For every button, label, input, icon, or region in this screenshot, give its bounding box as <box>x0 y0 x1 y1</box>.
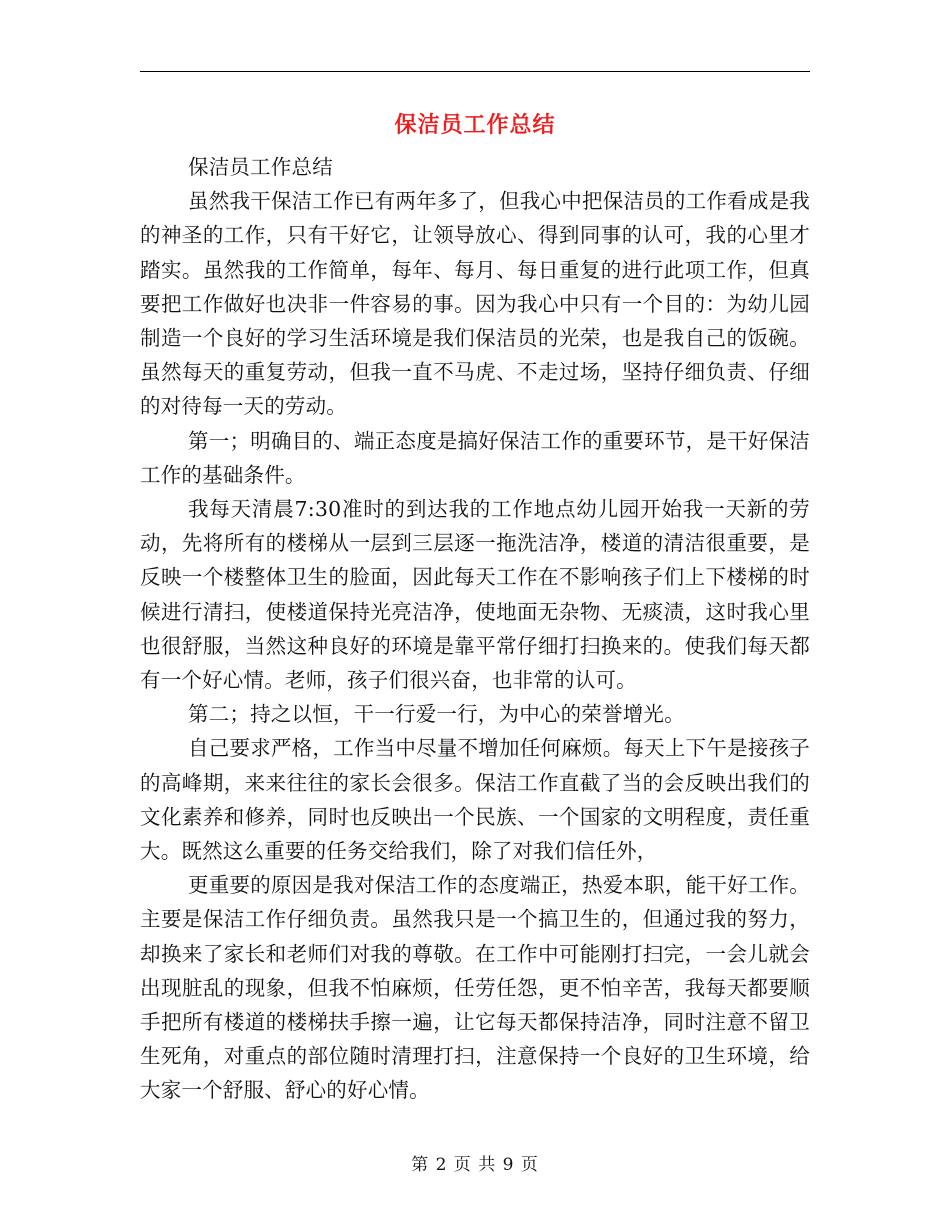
footer-middle: 页 共 <box>453 1155 497 1175</box>
header-rule <box>140 71 810 72</box>
page-footer <box>140 1153 810 1177</box>
paragraph-strict-requirements: 自己要求严格，工作当中尽量不增加任何麻烦。每天上下午是接孩子的高峰期，来来往往的家长会很多。保洁工作直截了当的会反映出我们的文化素养和修养，同时也反映出一个民族、一个国家的文明程度，责任重大。既然这么重要的任务交给我们，除了对我们信任外， <box>140 736 810 864</box>
paragraph-point-one: 第一；明确目的、端正态度是搞好保洁工作的重要环节，是干好保洁工作的基础条件。 <box>140 428 810 487</box>
footer-prefix: 第 <box>411 1155 430 1175</box>
document-title: 保洁员工作总结 <box>394 112 556 138</box>
paragraph-point-two: 第二；持之以恒，干一行爱一行，为中心的荣誉增光。 <box>188 702 685 727</box>
paragraph-daily-routine: 我每天清晨7:30准时的到达我的工作地点幼儿园开始我一天新的劳动，先将所有的楼梯从一层到三层逐一拖洗洁净，楼道的清洁很重要，是反映一个楼整体卫生的脸面，因此每天工作在不影响孩子们上下楼梯的时候进行清扫，使楼道保持光亮洁净，使地面无杂物、无痰渍，这时我心里也很舒服，当然这种良好的环境是靠平常仔细打扫换来的。使我们每天都有一个好心情。老师，孩子们很兴奋，也非常的认可。 <box>140 497 810 693</box>
paragraph-intro: 虽然我干保洁工作已有两年多了，但我心中把保洁员的工作看成是我的神圣的工作，只有干好它，让领导放心、得到同事的认可，我的心里才踏实。虽然我的工作简单，每年、每月、每日重复的进行此项工作，但真要把工作做好也决非一件容易的事。因为我心中只有一个目的：为幼儿园制造一个良好的学习生活环境是我们保洁员的光荣，也是我自己的饭碗。虽然每天的重复劳动，但我一直不马虎、不走过场，坚持仔细负责、仔细的对待每一天的劳动。 <box>140 189 810 419</box>
document-body <box>140 150 810 1108</box>
paragraph-attitude: 更重要的原因是我对保洁工作的态度端正，热爱本职，能干好工作。主要是保洁工作仔细负责。虽然我只是一个搞卫生的，但通过我的努力，却换来了家长和老师们对我的尊敬。在工作中可能刚打扫完，一会儿就会出现脏乱的现象，但我不怕麻烦，任劳任怨，更不怕辛苦，我每天都要顺手把所有楼道的楼梯扶手擦一遍，让它每天都保持洁净，同时注意不留卫生死角，对重点的部位随时清理打扫，注意保持一个良好的卫生环境，给大家一个舒服、舒心的好心情。 <box>140 873 810 1103</box>
footer-current-page: 2 <box>435 1155 448 1175</box>
paragraph-subtitle: 保洁员工作总结 <box>188 155 333 179</box>
footer-total-pages: 9 <box>502 1155 515 1175</box>
footer-suffix: 页 <box>520 1155 539 1175</box>
